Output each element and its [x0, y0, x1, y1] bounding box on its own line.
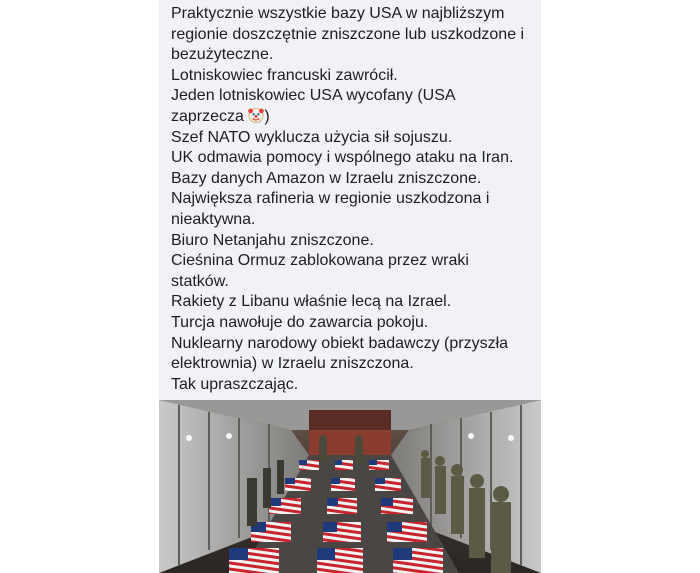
clown-face-emoji-icon: [248, 107, 264, 123]
post-line-part: zaprzecza: [171, 107, 244, 125]
post-line: Praktycznie wszystkie bazy USA w najbliższym: [171, 5, 505, 22]
post-text: [171, 4, 539, 395]
post-line: nieaktywna.: [171, 210, 256, 228]
post-line: Szef NATO wyklucza użycia sił sojuszu.: [171, 128, 453, 146]
post-line: Cieśnina Ormuz zablokowana przez wraki: [171, 252, 469, 270]
post-line: regionie doszczętnie zniszczone lub uszkodzone i: [171, 25, 525, 43]
post-line: Tak upraszczając.: [171, 375, 299, 393]
post-line: Turcja nawołuje do zawarcia pokoju.: [171, 313, 429, 331]
post-line-with-emoji: [171, 107, 539, 128]
post-line: bezużyteczne.: [171, 46, 274, 64]
post-line: Największa rafineria w regionie uszkodzona i: [171, 190, 490, 208]
post-line: Bazy danych Amazon w Izraelu zniszczone.: [171, 169, 482, 187]
post-line: Nuklearny narodowy obiekt badawczy (przyszła: [171, 334, 509, 352]
post-line: Rakiety z Libanu właśnie lecą na Izrael.: [171, 293, 452, 311]
post-line: Biuro Netanjahu zniszczone.: [171, 231, 374, 249]
post-photo[interactable]: [159, 400, 541, 573]
post-card: [159, 0, 541, 573]
post-line: Lotniskowiec francuski zawrócił.: [171, 66, 398, 84]
post-line: Jeden lotniskowiec USA wycofany (USA: [171, 87, 456, 105]
post-line: elektrownia) w Izraelu zniszczona.: [171, 355, 414, 373]
post-line-part: ): [264, 107, 270, 125]
post-line: UK odmawia pomocy i wspólnego ataku na Iran.: [171, 149, 514, 167]
post-line: statków.: [171, 272, 229, 290]
